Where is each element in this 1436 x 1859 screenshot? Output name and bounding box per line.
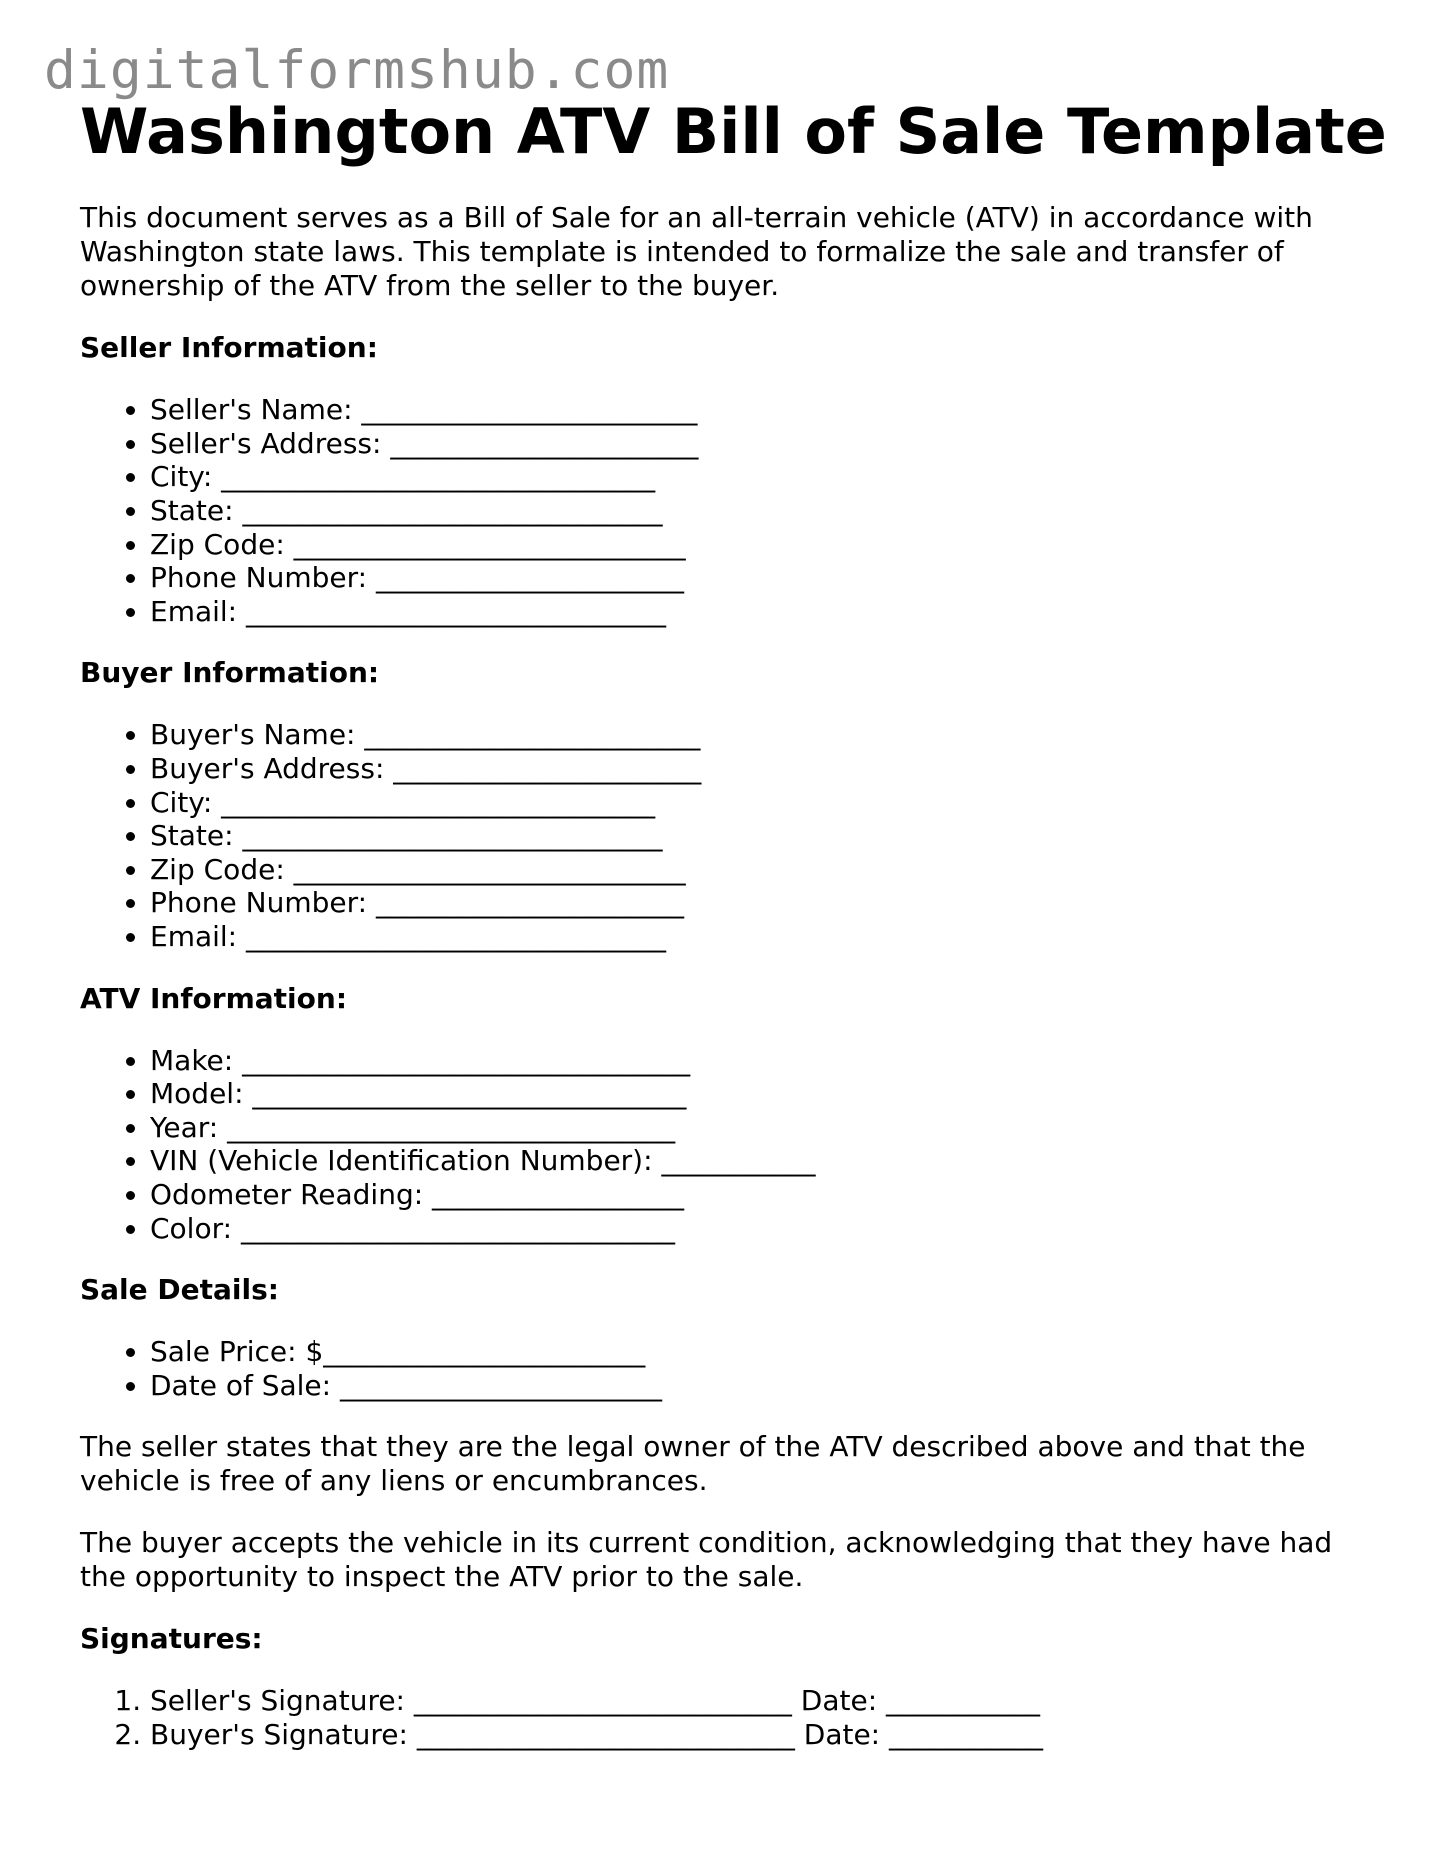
seller-signature-line: 1. Seller's Signature: ___________________________ Date: ___________ bbox=[150, 1684, 1380, 1718]
seller-zip-field: • Zip Code: ____________________________ bbox=[150, 528, 1380, 562]
atv-make-field: • Make: ________________________________ bbox=[150, 1044, 1380, 1078]
seller-phone-field: • Phone Number: ______________________ bbox=[150, 561, 1380, 595]
seller-city-field: • City: _______________________________ bbox=[150, 460, 1380, 494]
atv-heading: ATV Information: bbox=[80, 981, 348, 1015]
buyer-state-field: • State: ______________________________ bbox=[150, 819, 1380, 853]
atv-odometer-field: • Odometer Reading: __________________ bbox=[150, 1178, 1380, 1212]
buyer-name-field: • Buyer's Name: ________________________ bbox=[150, 718, 1380, 752]
seller-state-field: • State: ______________________________ bbox=[150, 494, 1380, 528]
buyer-zip-field: • Zip Code: ____________________________ bbox=[150, 853, 1380, 887]
buyer-fields-list bbox=[80, 718, 1380, 953]
buyer-address-field: • Buyer's Address: ______________________ bbox=[150, 752, 1380, 786]
buyer-signature-line: 2. Buyer's Signature: ___________________________ Date: ___________ bbox=[150, 1718, 1380, 1752]
sale-heading: Sale Details: bbox=[80, 1273, 279, 1307]
atv-fields-list bbox=[80, 1044, 1380, 1246]
atv-vin-field: • VIN (Vehicle Identification Number): ___________ bbox=[150, 1144, 1380, 1178]
buyer-phone-field: • Phone Number: ______________________ bbox=[150, 886, 1380, 920]
seller-name-field: • Seller's Name: ________________________ bbox=[150, 393, 1380, 427]
document-page bbox=[80, 95, 1387, 1752]
buyer-city-field: • City: _______________________________ bbox=[150, 786, 1380, 820]
seller-email-field: • Email: ______________________________ bbox=[150, 595, 1380, 629]
sale-fields-list bbox=[80, 1335, 1380, 1402]
buyer-heading: Buyer Information: bbox=[80, 656, 380, 690]
signatures-list bbox=[80, 1684, 1380, 1751]
buyer-email-field: • Email: ______________________________ bbox=[150, 920, 1380, 954]
sale-date-field: • Date of Sale: _______________________ bbox=[150, 1369, 1380, 1403]
document-title: Washington ATV Bill of Sale Template bbox=[80, 95, 1387, 168]
atv-color-field: • Color: _______________________________ bbox=[150, 1212, 1380, 1246]
seller-statement: The seller states that they are the legal owner of the ATV described above and that the vehicle is free of any liens or encumbrances. bbox=[80, 1430, 1306, 1498]
seller-fields-list bbox=[80, 393, 1380, 628]
sale-price-field: • Sale Price: $_______________________ bbox=[150, 1335, 1380, 1369]
watermark: digitalformshub.com bbox=[44, 40, 670, 101]
intro-paragraph: This document serves as a Bill of Sale for an all-terrain vehicle (ATV) in accordance with Washington state laws. This template is intended to formalize the sale and transfer of ownership of the ATV from the seller to the buyer. bbox=[80, 201, 1313, 303]
signatures-heading: Signatures: bbox=[80, 1622, 263, 1656]
buyer-statement: The buyer accepts the vehicle in its current condition, acknowledging that they have had the opportunity to inspect the ATV prior to the sale. bbox=[80, 1526, 1333, 1594]
seller-address-field: • Seller's Address: ______________________ bbox=[150, 427, 1380, 461]
atv-model-field: • Model: _______________________________ bbox=[150, 1077, 1380, 1111]
seller-heading: Seller Information: bbox=[80, 331, 378, 365]
atv-year-field: • Year: ________________________________ bbox=[150, 1111, 1380, 1145]
